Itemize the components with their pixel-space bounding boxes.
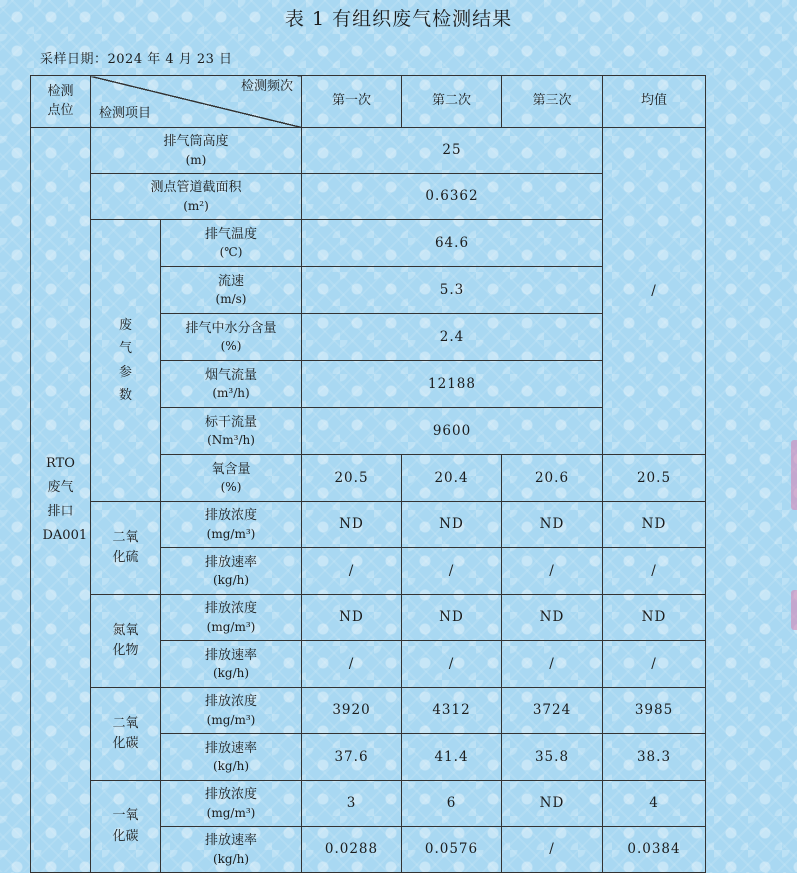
header-row [31, 76, 706, 128]
pollutant-name-cell [91, 502, 161, 595]
exhaust-param-unit: (m³/h) [212, 386, 250, 401]
value-cell: 0.0384 [603, 827, 706, 873]
table-row [31, 688, 706, 734]
value-cell: ND [302, 595, 402, 641]
pollutant-name: 二氧 化硫 [112, 529, 139, 565]
cross-section-value: 0.6362 [302, 174, 603, 220]
conc-unit: (mg/m³) [206, 526, 256, 541]
avg-slash: / [603, 128, 706, 455]
value-cell: ND [502, 502, 603, 548]
exhaust-param-label [161, 408, 302, 455]
value-cell: / [402, 548, 502, 595]
conc-label [161, 781, 302, 827]
rate-unit: (kg/h) [212, 666, 250, 681]
rate-title: 排放速率 [204, 833, 257, 849]
table-title: 表 1 有组织废气检测结果 [284, 8, 513, 30]
table-row [31, 128, 706, 174]
edge-mark [791, 440, 797, 510]
value-cell: / [302, 548, 402, 595]
conc-label [161, 688, 302, 734]
value-cell: / [603, 641, 706, 688]
exhaust-group-label: 废 气 参 数 [118, 317, 132, 403]
value-cell: 0.0576 [402, 827, 502, 873]
exhaust-param-value: 12188 [302, 361, 603, 408]
value-cell: ND [502, 595, 603, 641]
value-cell: 3920 [302, 688, 402, 734]
rate-title: 排放速率 [204, 647, 257, 663]
conc-title: 排放浓度 [204, 694, 257, 710]
header-col-avg: 均值 [603, 76, 706, 128]
pollutant-name: 氮氧 化物 [112, 622, 139, 658]
oxygen-value-avg: 20.5 [603, 455, 706, 502]
value-cell: 4 [603, 781, 706, 827]
conc-title: 排放浓度 [204, 601, 257, 617]
exhaust-param-label [161, 220, 302, 267]
value-cell: ND [603, 502, 706, 548]
stack-height-title: 排气筒高度 [163, 134, 229, 150]
exhaust-param-title: 烟气流量 [204, 367, 257, 383]
stack-height-value: 25 [302, 128, 603, 174]
rate-label [161, 641, 302, 688]
exhaust-param-value: 9600 [302, 408, 603, 455]
rate-label [161, 548, 302, 595]
value-cell: 4312 [402, 688, 502, 734]
cross-section-label [91, 174, 302, 220]
point-cell [31, 128, 91, 873]
point-name: RTO 废气 排口 DA001 [42, 455, 88, 544]
value-cell: / [502, 548, 603, 595]
pollutant-name: 二氧 化碳 [112, 715, 139, 751]
header-point [31, 76, 91, 128]
header-col-3: 第三次 [502, 76, 603, 128]
exhaust-param-unit: (℃) [219, 245, 243, 260]
value-cell: ND [603, 595, 706, 641]
pollutant-name-cell [91, 781, 161, 873]
exhaust-param-title: 排气中水分含量 [185, 320, 277, 336]
oxygen-value-3: 20.6 [502, 455, 603, 502]
table-row [31, 595, 706, 641]
cross-section-unit: (m²) [183, 198, 209, 213]
exhaust-param-value: 64.6 [302, 220, 603, 267]
value-cell: ND [402, 502, 502, 548]
oxygen-value-2: 20.4 [402, 455, 502, 502]
rate-unit: (kg/h) [212, 851, 250, 866]
value-cell: / [502, 827, 603, 873]
value-cell: 0.0288 [302, 827, 402, 873]
table-row [31, 781, 706, 827]
oxygen-unit: (%) [220, 480, 242, 495]
value-cell: ND [402, 595, 502, 641]
pollutant-name-cell [91, 595, 161, 688]
exhaust-param-title: 标干流量 [204, 414, 257, 430]
rate-unit: (kg/h) [212, 573, 250, 588]
oxygen-value-1: 20.5 [302, 455, 402, 502]
value-cell: / [502, 641, 603, 688]
conc-title: 排放浓度 [204, 508, 257, 524]
rate-unit: (kg/h) [212, 759, 250, 774]
header-col-1: 第一次 [302, 76, 402, 128]
exhaust-param-unit: (m/s) [215, 292, 247, 307]
value-cell: / [302, 641, 402, 688]
exhaust-param-value: 5.3 [302, 267, 603, 314]
value-cell: 6 [402, 781, 502, 827]
cross-section-title: 测点管道截面积 [150, 180, 242, 196]
table-row [31, 502, 706, 548]
exhaust-param-title: 排气温度 [204, 226, 257, 242]
conc-label [161, 595, 302, 641]
value-cell: 3 [302, 781, 402, 827]
exhaust-param-unit: (Nm³/h) [207, 433, 255, 448]
rate-title: 排放速率 [204, 740, 257, 756]
conc-unit: (mg/m³) [206, 619, 256, 634]
value-cell: 35.8 [502, 734, 603, 781]
pollutant-name: 一氧 化碳 [112, 808, 139, 844]
value-cell: 41.4 [402, 734, 502, 781]
rate-label [161, 827, 302, 873]
stack-height-label [91, 128, 302, 174]
header-item: 检测项目 [99, 105, 152, 121]
rate-label [161, 734, 302, 781]
value-cell: 37.6 [302, 734, 402, 781]
value-cell: 3724 [502, 688, 603, 734]
pollutant-name-cell [91, 688, 161, 781]
exhaust-param-value: 2.4 [302, 314, 603, 361]
value-cell: / [402, 641, 502, 688]
oxygen-label [161, 455, 302, 502]
value-cell: ND [502, 781, 603, 827]
sampling-date: 采样日期：2024 年 4 月 23 日 [40, 52, 233, 67]
conc-unit: (mg/m³) [206, 805, 256, 820]
rate-title: 排放速率 [204, 554, 257, 570]
header-diagonal-cell [91, 76, 302, 128]
conc-unit: (mg/m³) [206, 712, 256, 727]
exhaust-param-label [161, 314, 302, 361]
exhaust-param-title: 流速 [217, 273, 244, 289]
oxygen-title: 氧含量 [211, 461, 251, 477]
conc-title: 排放浓度 [204, 787, 257, 803]
header-frequency: 检测频次 [240, 79, 293, 94]
value-cell: 38.3 [603, 734, 706, 781]
value-cell: / [603, 548, 706, 595]
exhaust-param-unit: (%) [220, 339, 242, 354]
stack-height-unit: (m) [185, 152, 207, 167]
value-cell: 3985 [603, 688, 706, 734]
header-col-2: 第二次 [402, 76, 502, 128]
value-cell: ND [302, 502, 402, 548]
header-point-label: 检测点位 [47, 83, 74, 118]
results-table [30, 75, 706, 873]
edge-mark [791, 590, 797, 630]
exhaust-group-cell [91, 220, 161, 502]
exhaust-param-label [161, 267, 302, 314]
conc-label [161, 502, 302, 548]
exhaust-param-label [161, 361, 302, 408]
